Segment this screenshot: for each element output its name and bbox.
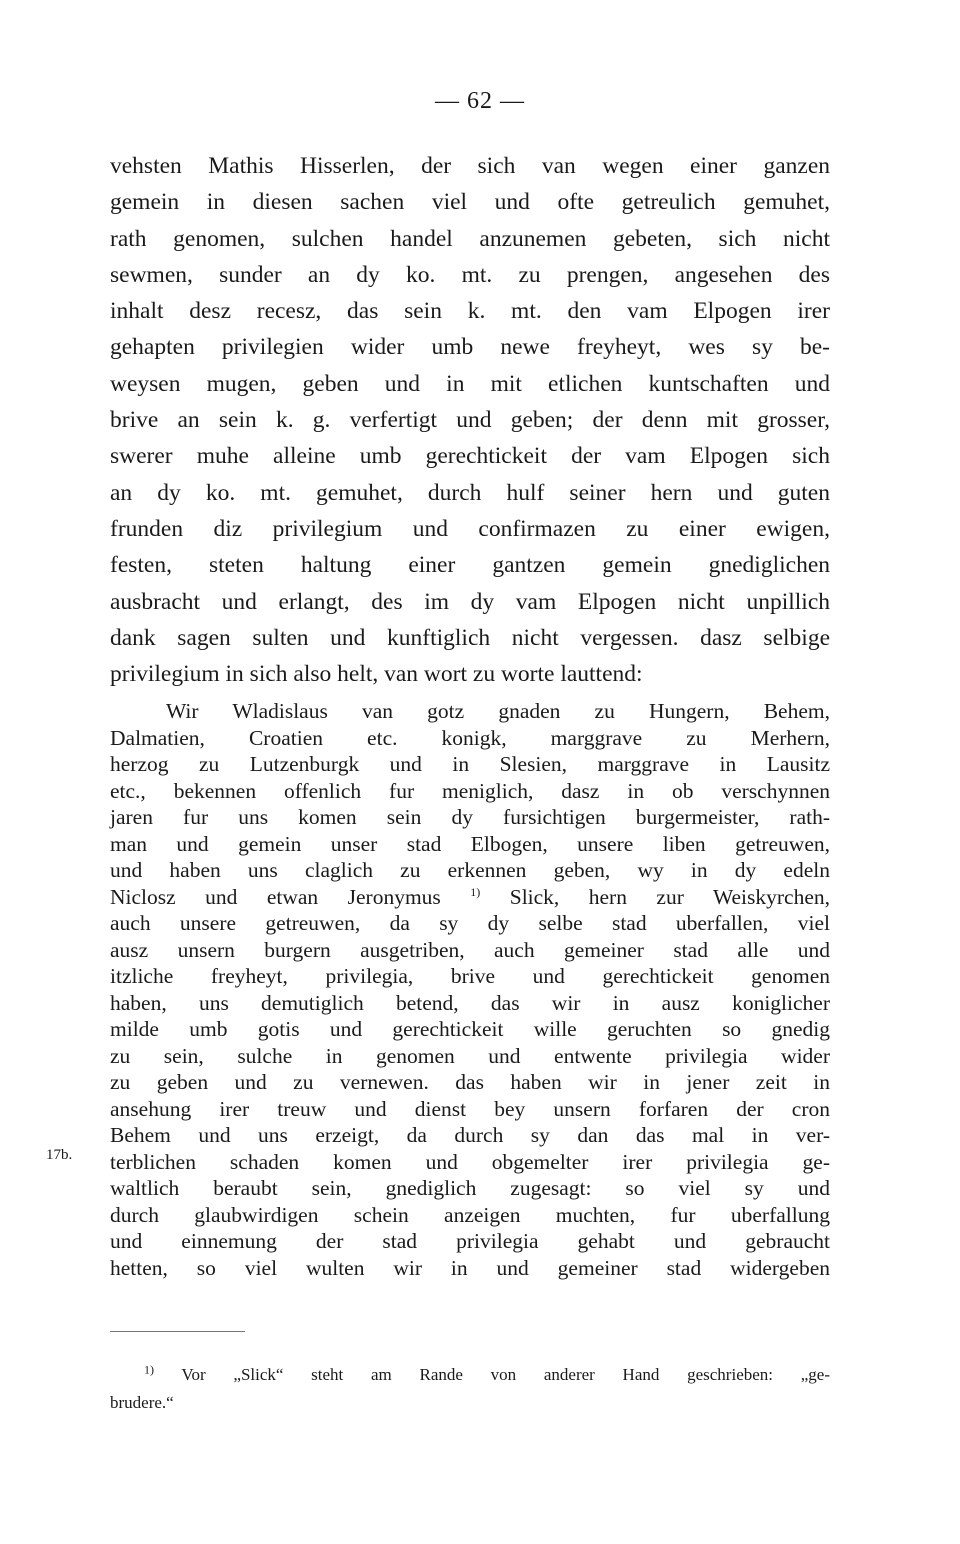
text-line: frunden diz privilegium und confirmazen zu einer ewigen, xyxy=(110,515,830,542)
text-line: privilegium in sich also helt, van wort zu worte lauttend: xyxy=(110,661,643,688)
text-line: zu geben und zu vernewen. das haben wir in jener zeit in xyxy=(110,1070,830,1094)
text-line: vehsten Mathis Hisserlen, der sich van wegen einer ganzen xyxy=(110,153,830,179)
text-line: Dalmatien, Croatien etc. konigk, marggrave zu Merhern, xyxy=(110,725,830,750)
text-line: itzliche freyheyt, privilegia, brive und gerechtickeit genomen xyxy=(110,964,830,988)
margin-folio-note: 17b. xyxy=(46,1147,73,1163)
text-line: rath genomen, sulchen handel anzunemen gebeten, sich nicht xyxy=(110,225,830,252)
text-line: haben, uns demutiglich betend, das wir in ausz koniglicher xyxy=(110,990,830,1015)
text-line: herzog zu Lutzenburgk und in Slesien, marggrave in Lausitz xyxy=(110,752,830,776)
text-line: gemein in diesen sachen viel und ofte getreulich gemuhet, xyxy=(110,189,830,216)
paragraph-narrative xyxy=(110,148,830,692)
text-line: ausz unsern burgern ausgetriben, auch gemeiner stad alle und xyxy=(110,937,830,962)
text-line: durch glaubwirdigen schein anzeigen muchten, fur uberfallung xyxy=(110,1202,830,1227)
text-line: jaren fur uns komen sein dy fursichtigen burgermeister, rath- xyxy=(110,805,830,829)
text-line: hetten, so viel wulten wir in und gemeiner stad widergeben xyxy=(110,1255,830,1280)
footnote-divider xyxy=(110,1331,245,1332)
text-line: Behem und uns erzeigt, da durch sy dan das mal in ver- xyxy=(110,1123,830,1147)
text-line: festen, steten haltung einer gantzen gemein gnediglichen xyxy=(110,552,830,579)
footnote xyxy=(110,1361,830,1417)
text-line: terblichen schaden komen und obgemelter irer privilegia ge- xyxy=(110,1149,830,1174)
page-number: — 62 — xyxy=(435,88,525,114)
footnote-reference[interactable]: 1) xyxy=(470,884,481,899)
text-line: ausbracht und erlangt, des im dy vam Elpogen nicht unpillich xyxy=(110,588,830,615)
text-line: weysen mugen, geben und in mit etlichen kuntschaften und xyxy=(110,370,830,397)
text-line: dank sagen sulten und kunftiglich nicht vergessen. dasz selbige xyxy=(110,624,830,651)
footnote-line: brudere.“ xyxy=(110,1393,174,1412)
text-segment: Slick, hern zur Weiskyrchen, xyxy=(509,884,831,909)
text-line: und einnemung der stad privilegia gehabt und gebraucht xyxy=(110,1229,830,1253)
text-line-with-footnote xyxy=(110,884,830,911)
text-line: inhalt desz recesz, das sein k. mt. den vam Elpogen irer xyxy=(110,298,830,325)
text-line: an dy ko. mt. gemuhet, durch hulf seiner hern und guten xyxy=(110,479,830,506)
text-line: und haben uns claglich zu erkennen geben, wy in dy edeln xyxy=(110,858,830,882)
text-line: sewmen, sunder an dy ko. mt. zu prengen, angesehen des xyxy=(110,261,830,288)
text-line: ansehung irer treuw und dienst bey unsern forfaren der cron xyxy=(110,1096,830,1121)
text-line: milde umb gotis und gerechtickeit wille geruchten so gnedig xyxy=(110,1017,830,1041)
footnote-line xyxy=(110,1361,830,1389)
text-line: Wir Wladislaus van gotz gnaden zu Hungern, Behem, xyxy=(166,699,830,723)
footnote-marker: 1) xyxy=(144,1362,154,1377)
text-line: man und gemein unser stad Elbogen, unsere liben getreuwen, xyxy=(110,831,830,856)
text-segment: Niclosz und etwan Jeronymus xyxy=(110,884,441,909)
footnote-text: Vor „Slick“ steht am Rande von anderer Hand geschrieben: „ge- xyxy=(181,1365,830,1384)
text-line: brive an sein k. g. verfertigt und geben; der denn mit grosser, xyxy=(110,407,830,434)
paragraph-privilege-charter xyxy=(110,698,830,1281)
text-line: auch unsere getreuwen, da sy dy selbe stad uberfallen, viel xyxy=(110,911,830,935)
text-line: zu sein, sulche in genomen und entwente privilegia wider xyxy=(110,1043,830,1068)
text-line: gehapten privilegien wider umb newe freyheyt, wes sy be- xyxy=(110,334,830,361)
text-line: swerer muhe alleine umb gerechtickeit der vam Elpogen sich xyxy=(110,443,830,470)
text-line: etc., bekennen offenlich fur meniglich, dasz in ob verschynnen xyxy=(110,778,830,803)
text-line: waltlich beraubt sein, gnediglich zugesagt: so viel sy und xyxy=(110,1176,830,1200)
